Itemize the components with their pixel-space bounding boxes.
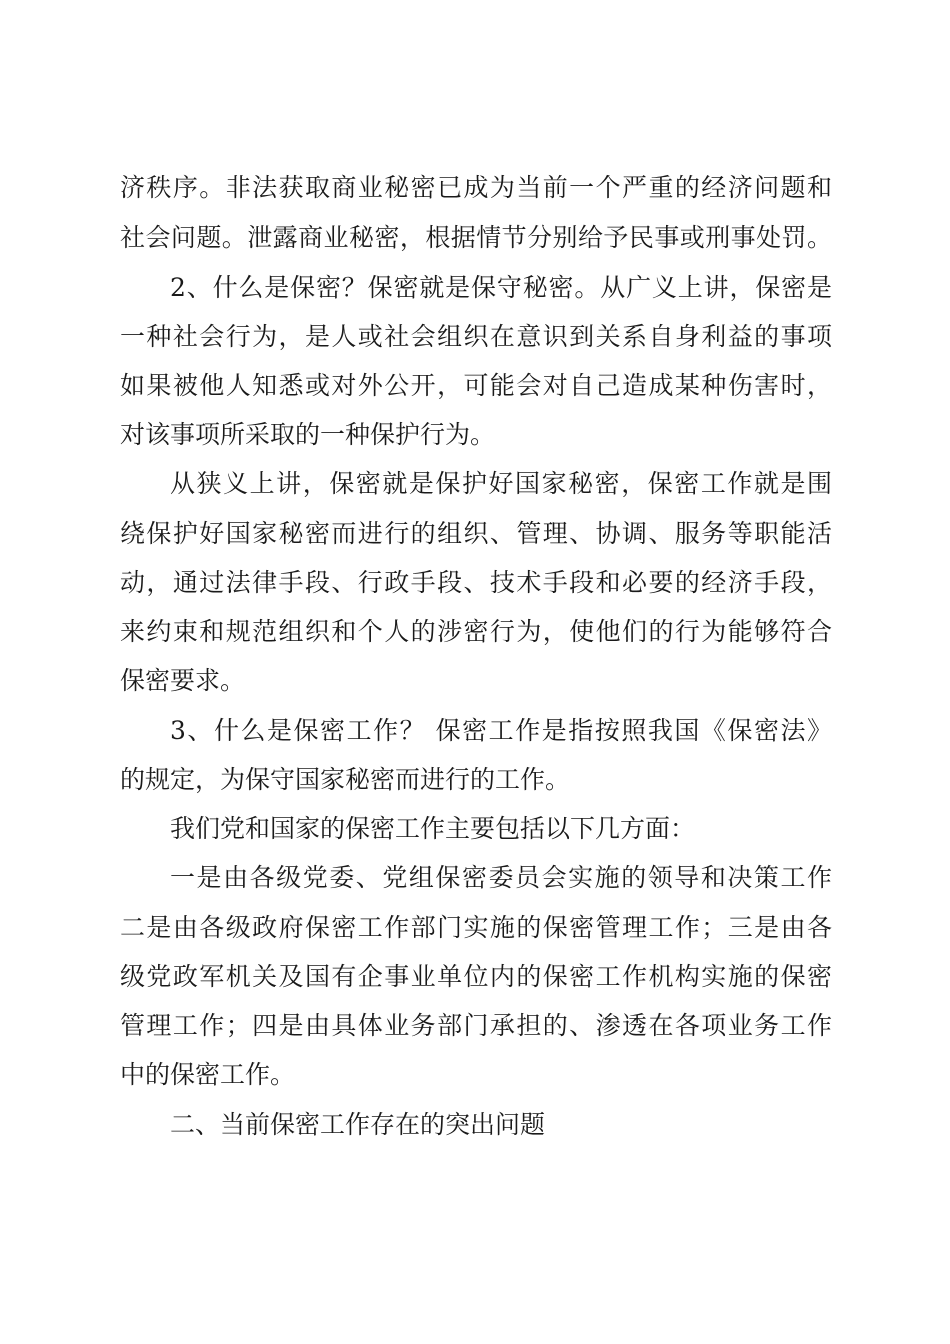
text-line: 一种社会行为，是人或社会组织在意识到关系自身利益的事项: [120, 322, 832, 351]
text-line: 如果被他人知悉或对外公开，可能会对自己造成某种伤害时，: [120, 371, 832, 400]
text-line: 二是由各级政府保密工作部门实施的保密管理工作；三是由各: [120, 913, 832, 942]
text-line: 3、什么是保密工作？ 保密工作是指按照我国《保密法》: [170, 716, 832, 745]
text-line: 从狭义上讲，保密就是保护好国家秘密，保密工作就是围: [170, 469, 832, 498]
text-line: 济秩序。非法获取商业秘密已成为当前一个严重的经济问题和: [120, 173, 832, 202]
text-line: 2、什么是保密？保密就是保守秘密。从广义上讲，保密是: [170, 273, 832, 302]
text-line: 管理工作；四是由具体业务部门承担的、渗透在各项业务工作: [120, 1011, 832, 1040]
section-heading: 二、当前保密工作存在的突出问题: [170, 1110, 546, 1139]
text-line: 绕保护好国家秘密而进行的组织、管理、协调、服务等职能活: [120, 519, 832, 548]
text-line: 来约束和规范组织和个人的涉密行为，使他们的行为能够符合: [120, 617, 832, 646]
text-line: 我们党和国家的保密工作主要包括以下几方面：: [170, 814, 696, 843]
text-line: 级党政军机关及国有企事业单位内的保密工作机构实施的保密: [120, 962, 832, 991]
text-line: 保密要求。: [120, 666, 246, 695]
text-line: 的规定，为保守国家秘密而进行的工作。: [120, 765, 571, 794]
text-line: 一是由各级党委、党组保密委员会实施的领导和决策工作: [170, 863, 832, 892]
text-line: 对该事项所采取的一种保护行为。: [120, 420, 496, 449]
text-line: 社会问题。泄露商业秘密，根据情节分别给予民事或刑事处罚。: [120, 223, 832, 252]
text-line: 中的保密工作。: [120, 1060, 296, 1089]
text-line: 动，通过法律手段、行政手段、技术手段和必要的经济手段，: [120, 568, 832, 597]
